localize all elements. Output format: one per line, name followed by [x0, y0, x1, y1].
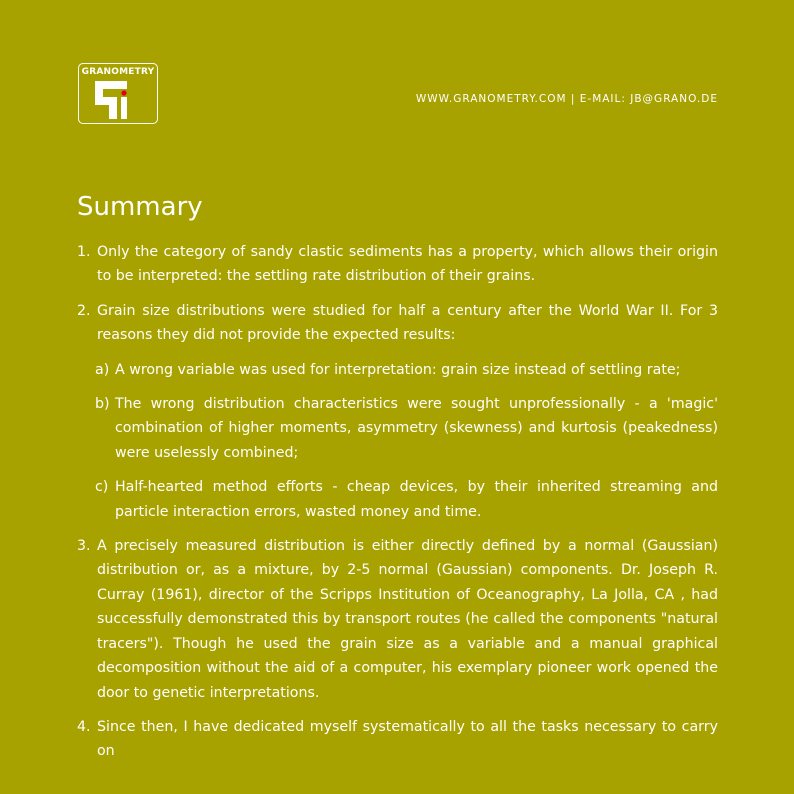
sub-list-item — [95, 358, 718, 382]
subitem-letter: b) — [95, 396, 110, 413]
item-text: Since then, I have dedicated myself systematically to all the tasks necessary to carry on — [97, 718, 718, 760]
item-text: A precisely measured distribution is either directly defined by a normal (Gaussian) distribution or, as a mixture, by 2-5 normal (Gaussian) components. Dr. Joseph R. Curray (1961), director of the Scripps Institution of Oceanography, La Jolla, CA , had successfully demonstrated this by transport routes (he called the components "natural tracers"). Though he used the grain size as a variable and a manual graphical decomposition without the aid of a computer, his exemplary pioneer work opened the door to genetic interpretations. — [97, 538, 718, 701]
sub-list-item — [95, 475, 718, 524]
granometry-logo — [78, 63, 158, 124]
logo-red-dot — [121, 90, 126, 95]
list-item — [77, 299, 718, 348]
item-text: Only the category of sandy clastic sediments has a property, which allows their origin to be interpreted: the settling rate distribution of their grains. — [97, 244, 718, 285]
sub-list-item — [95, 392, 718, 465]
subitem-letter: a) — [95, 361, 110, 378]
summary-list — [77, 240, 718, 774]
item-number: 1. — [77, 244, 91, 260]
list-item — [77, 715, 718, 764]
header-separator: | — [570, 93, 576, 105]
item-number: 2. — [77, 302, 91, 319]
subitem-letter: c) — [95, 479, 109, 496]
header-contact — [416, 93, 718, 105]
item-number: 4. — [77, 718, 91, 735]
logo-mark-icon — [87, 79, 151, 121]
subitem-text: Half-hearted method efforts - cheap devices, by their inherited streaming and particle interaction errors, wasted money and time. — [115, 479, 718, 520]
item-number: 3. — [77, 538, 91, 555]
subitem-text: The wrong distribution characteristics were sought unprofessionally - a 'magic' combination of higher moments, asymmetry (skewness) and kurtosis (peakedness) were uselessly combined; — [115, 396, 718, 461]
list-item — [77, 240, 718, 289]
list-item — [77, 534, 718, 705]
page-title: Summary — [77, 192, 203, 222]
logo-text: GRANOMETRY — [81, 67, 155, 77]
item-text: Grain size distributions were studied for half a century after the World War II. For 3 reasons they did not provide the expected results: — [97, 302, 718, 344]
website-link[interactable]: WWW.GRANOMETRY.COM — [415, 93, 567, 105]
subitem-text: A wrong variable was used for interpretation: grain size instead of settling rate; — [115, 361, 681, 378]
email-link[interactable]: E-MAIL: JB@GRANO.DE — [579, 93, 718, 105]
